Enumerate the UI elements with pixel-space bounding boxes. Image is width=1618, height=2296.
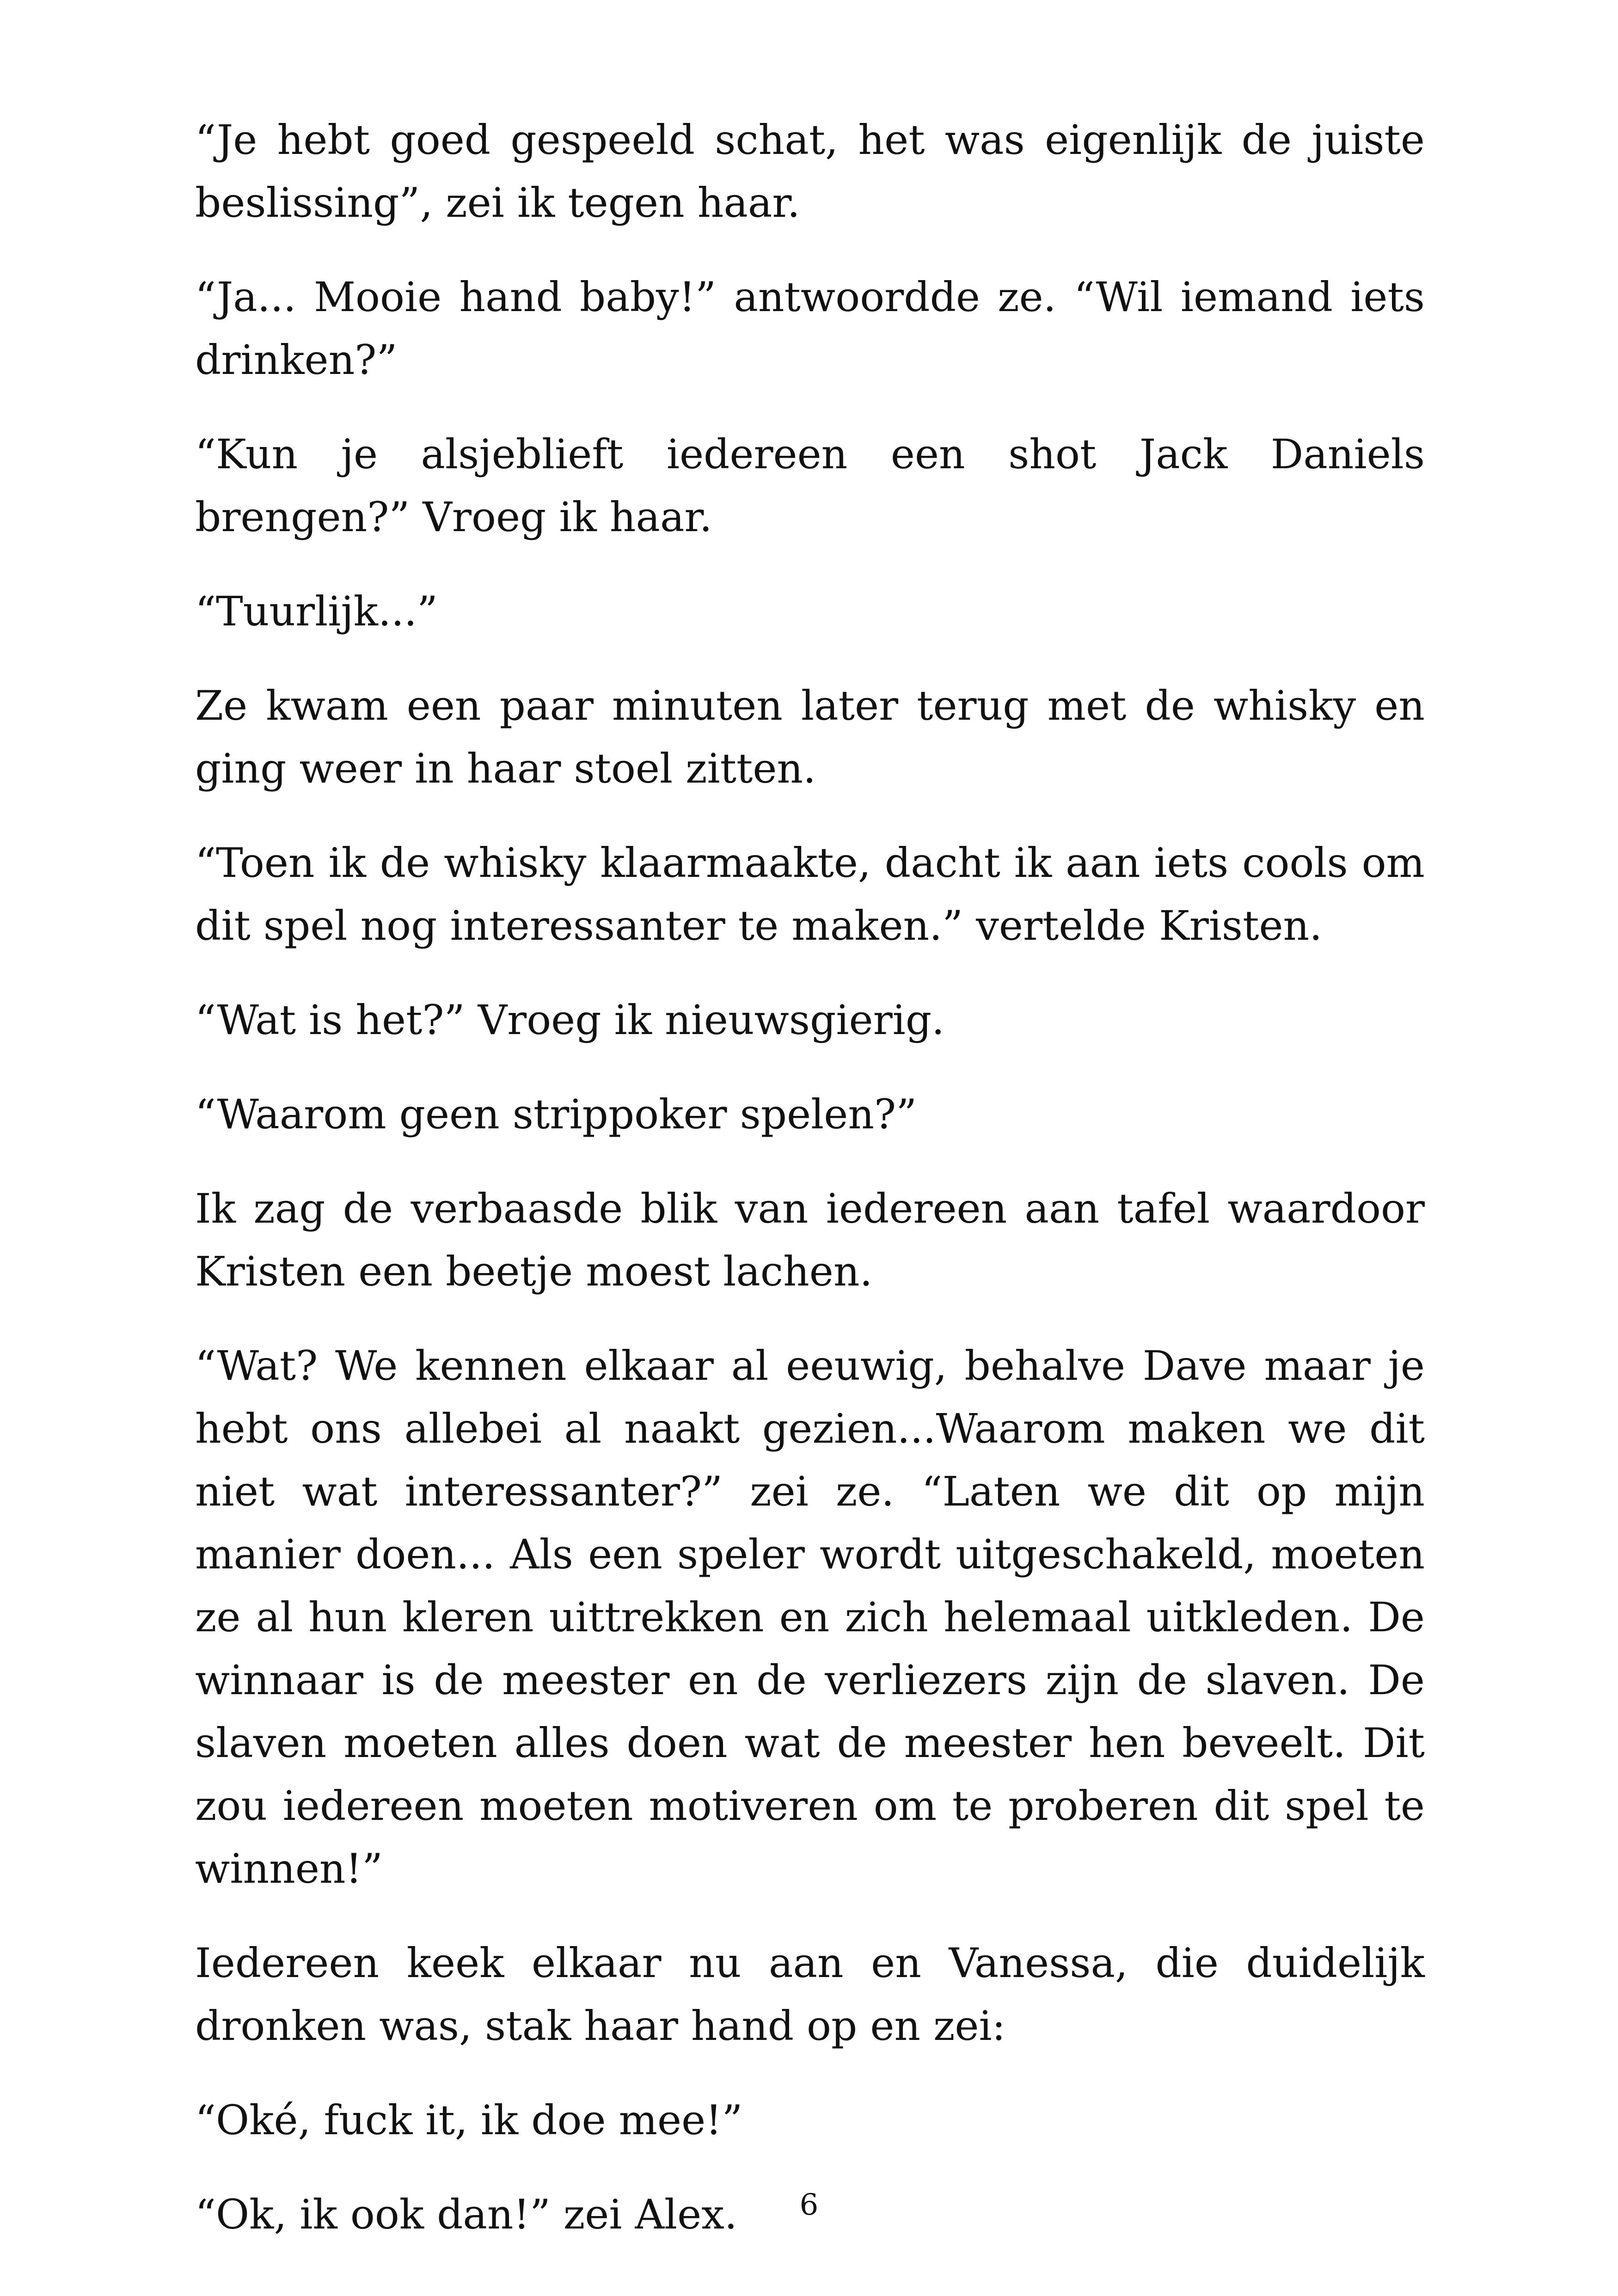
paragraph: “Tuurlijk...” — [195, 588, 438, 635]
paragraph: “Ok, ik ook dan!” zei Alex. — [195, 2191, 737, 2238]
paragraph: “Kun je alsjeblieft iedereen een shot Jack Daniels brengen?” Vroeg ik haar. — [195, 430, 1425, 541]
paragraph: “Je hebt goed gespeeld schat, het was eigenlijk de juiste beslissing”, zei ik tegen haar. — [195, 116, 1425, 227]
paragraph: “Waarom geen strippoker spelen?” — [195, 1090, 917, 1138]
page-number: 6 — [799, 2188, 819, 2222]
paragraph: “Wat? We kennen elkaar al eeuwig, behalve Dave maar je hebt ons allebei al naakt gezien...Waarom maken we dit niet wat interessanter?” zei ze. “Laten we dit op mijn manier doen... Als een speler wordt uitgeschakeld, moeten ze al hun kleren uittrekken en zich helemaal uitkleden. De winnaar is de meester en de verliezers zijn de slaven. De slaven moeten alles doen wat de meester hen beveelt. Dit zou iedereen moeten motiveren om te proberen dit spel te winnen!” — [195, 1342, 1425, 1892]
body-text — [195, 109, 1425, 2246]
paragraph: “Ja... Mooie hand baby!” antwoordde ze. “Wil iemand iets drinken?” — [195, 273, 1425, 384]
paragraph: “Toen ik de whisky klaarmaakte, dacht ik aan iets cools om dit spel nog interessanter te maken.” vertelde Kristen. — [195, 839, 1425, 949]
paragraph: Ze kwam een paar minuten later terug met de whisky en ging weer in haar stoel zitten. — [195, 682, 1425, 792]
paragraph: Iedereen keek elkaar nu aan en Vanessa, die duidelijk dronken was, stak haar hand op en zei: — [195, 1939, 1425, 2050]
paragraph: Ik zag de verbaasde blik van iedereen aan tafel waardoor Kristen een beetje moest lachen. — [195, 1185, 1425, 1295]
paragraph: “Wat is het?” Vroeg ik nieuwsgierig. — [195, 996, 945, 1044]
paragraph: “Oké, fuck it, ik doe mee!” — [195, 2096, 743, 2144]
